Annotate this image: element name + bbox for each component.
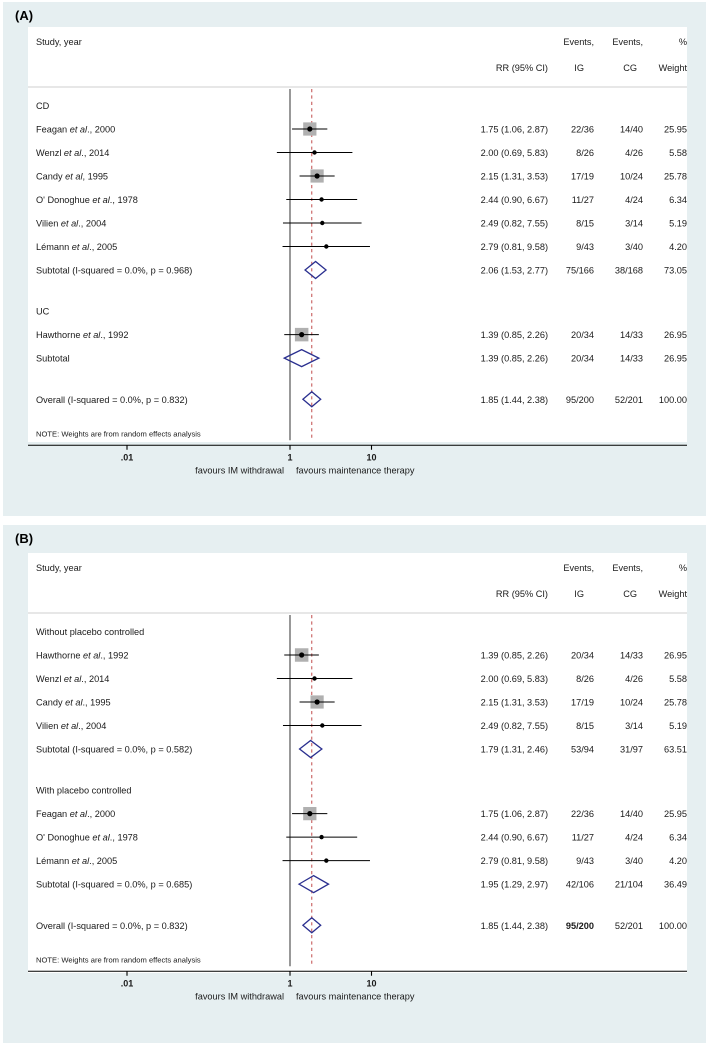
weight-value: 5.19 bbox=[669, 721, 687, 731]
rr-ci-value: 2.79 (0.81, 9.58) bbox=[480, 856, 548, 867]
events-ig-value: 8/15 bbox=[576, 721, 594, 731]
events-cg-value: 31/97 bbox=[620, 744, 643, 755]
axis-tick-label: 10 bbox=[366, 978, 377, 989]
overall-label: Overall (I-squared = 0.0%, p = 0.832) bbox=[36, 920, 188, 931]
weights-note: NOTE: Weights are from random effects analysis bbox=[36, 429, 201, 439]
header-study-col: Study, year bbox=[36, 37, 82, 47]
events-ig-value: 9/43 bbox=[576, 242, 594, 252]
weight-value: 36.49 bbox=[664, 879, 687, 890]
rr-ci-value: 2.15 (1.31, 3.53) bbox=[480, 697, 548, 708]
rr-ci-value: 2.00 (0.69, 5.83) bbox=[480, 148, 548, 158]
weight-value: 73.05 bbox=[664, 265, 687, 276]
point-estimate-marker bbox=[320, 221, 324, 225]
events-cg-value: 4/24 bbox=[625, 832, 643, 843]
point-estimate-marker bbox=[307, 126, 312, 131]
axis-tick-label: .01 bbox=[120, 452, 134, 463]
axis-tick-label: 1 bbox=[287, 978, 293, 989]
events-cg-value: 4/24 bbox=[625, 195, 643, 205]
rr-ci-value: 2.44 (0.90, 6.67) bbox=[480, 832, 548, 843]
subtotal-label: Subtotal bbox=[36, 353, 70, 364]
weight-value: 25.78 bbox=[664, 171, 687, 182]
events-ig-value: 11/27 bbox=[571, 832, 594, 843]
subtotal-diamond bbox=[305, 262, 326, 279]
panel-b bbox=[3, 525, 706, 1043]
header-ig: IG bbox=[574, 63, 584, 73]
weight-value: 26.95 bbox=[664, 650, 687, 661]
events-ig-value: 42/106 bbox=[565, 879, 594, 890]
events-ig-value: 75/166 bbox=[565, 265, 594, 276]
study-label: Candy et al, 1995 bbox=[36, 171, 109, 182]
point-estimate-marker bbox=[307, 811, 312, 816]
events-ig-value: 20/34 bbox=[571, 330, 594, 341]
rr-ci-value: 1.85 (1.44, 2.38) bbox=[480, 394, 548, 405]
rr-ci-value: 2.06 (1.53, 2.77) bbox=[480, 265, 548, 276]
weight-value: 26.95 bbox=[664, 353, 687, 364]
overall-label: Overall (I-squared = 0.0%, p = 0.832) bbox=[36, 394, 188, 405]
subtotal-label: Subtotal (I-squared = 0.0%, p = 0.685) bbox=[36, 879, 193, 890]
events-cg-value: 4/26 bbox=[625, 674, 643, 684]
events-cg-value: 3/40 bbox=[625, 856, 643, 867]
point-estimate-marker bbox=[324, 858, 328, 862]
events-cg-value: 3/14 bbox=[625, 218, 643, 229]
subtotal-label: Subtotal (I-squared = 0.0%, p = 0.582) bbox=[36, 744, 193, 755]
subgroup-label: UC bbox=[36, 306, 50, 317]
weight-value: 100.00 bbox=[658, 394, 687, 405]
weight-value: 4.20 bbox=[669, 856, 687, 867]
study-label: Candy et al., 1995 bbox=[36, 697, 111, 708]
point-estimate-marker bbox=[319, 835, 323, 839]
weight-value: 4.20 bbox=[669, 242, 687, 252]
weight-value: 26.95 bbox=[664, 330, 687, 341]
events-ig-value: 8/26 bbox=[576, 674, 594, 684]
axis-label-right: favours maintenance therapy bbox=[296, 465, 415, 476]
events-cg-value: 14/33 bbox=[620, 650, 643, 661]
point-estimate-marker bbox=[312, 150, 316, 154]
panel-a-tag: (A) bbox=[15, 8, 34, 23]
panel-b-plot-area bbox=[28, 553, 687, 1002]
study-label: Feagan et al., 2000 bbox=[36, 124, 116, 135]
rr-ci-value: 1.39 (0.85, 2.26) bbox=[480, 353, 548, 364]
subtotal-diamond bbox=[299, 876, 329, 893]
events-cg-value: 14/40 bbox=[620, 809, 643, 820]
study-label: Lémann et al., 2005 bbox=[36, 242, 118, 252]
weight-value: 5.19 bbox=[669, 218, 687, 229]
weight-value: 6.34 bbox=[669, 195, 687, 205]
header-events-cg-top: Events, bbox=[612, 563, 643, 573]
subtotal-label: Subtotal (I-squared = 0.0%, p = 0.968) bbox=[36, 265, 193, 276]
rr-ci-value: 1.39 (0.85, 2.26) bbox=[480, 330, 548, 341]
header-rr-ci: RR (95% CI) bbox=[495, 63, 548, 73]
weight-value: 25.78 bbox=[664, 697, 687, 708]
study-label: Lémann et al., 2005 bbox=[36, 856, 118, 867]
rr-ci-value: 1.39 (0.85, 2.26) bbox=[480, 650, 548, 661]
axis-tick-label: 1 bbox=[287, 452, 293, 463]
study-label: Vilien et al., 2004 bbox=[36, 218, 107, 229]
weight-value: 100.00 bbox=[658, 920, 687, 931]
weights-note: NOTE: Weights are from random effects analysis bbox=[36, 955, 201, 965]
events-cg-value: 14/33 bbox=[620, 353, 643, 364]
events-ig-value: 22/36 bbox=[571, 809, 594, 820]
header-cg: CG bbox=[623, 63, 637, 73]
subgroup-label: CD bbox=[36, 101, 50, 111]
events-cg-value: 3/40 bbox=[625, 242, 643, 252]
header-study-col: Study, year bbox=[36, 563, 82, 573]
events-cg-value: 14/33 bbox=[620, 330, 643, 341]
events-cg-value: 3/14 bbox=[625, 721, 643, 731]
subgroup-label: With placebo controlled bbox=[36, 785, 132, 796]
forest-plot-a bbox=[28, 27, 687, 476]
axis-label-left: favours IM withdrawal bbox=[195, 465, 284, 476]
events-ig-value: 8/15 bbox=[576, 218, 594, 229]
point-estimate-marker bbox=[299, 652, 304, 657]
events-ig-value: 95/200 bbox=[565, 394, 594, 405]
rr-ci-value: 2.79 (0.81, 9.58) bbox=[480, 242, 548, 252]
events-ig-value: 53/94 bbox=[571, 744, 594, 755]
rr-ci-value: 1.95 (1.29, 2.97) bbox=[480, 879, 548, 890]
header-ig: IG bbox=[574, 589, 584, 599]
weight-value: 63.51 bbox=[664, 744, 687, 755]
header-events-ig-top: Events, bbox=[563, 37, 594, 47]
header-percent-top: % bbox=[678, 563, 687, 573]
events-ig-value: 20/34 bbox=[571, 353, 594, 364]
events-cg-value: 52/201 bbox=[614, 394, 643, 405]
rr-ci-value: 2.49 (0.82, 7.55) bbox=[480, 721, 548, 731]
events-ig-value: 20/34 bbox=[571, 650, 594, 661]
events-cg-value: 52/201 bbox=[614, 920, 643, 931]
study-label: Hawthorne et al., 1992 bbox=[36, 330, 129, 341]
events-ig-value: 22/36 bbox=[571, 124, 594, 135]
header-cg: CG bbox=[623, 589, 637, 599]
point-estimate-marker bbox=[299, 332, 304, 337]
axis-tick-label: 10 bbox=[366, 452, 377, 463]
panel-a-plot-area bbox=[28, 27, 687, 476]
events-ig-value: 8/26 bbox=[576, 148, 594, 158]
events-cg-value: 38/168 bbox=[614, 265, 643, 276]
study-label: O' Donoghue et al., 1978 bbox=[36, 195, 138, 205]
study-label: O' Donoghue et al., 1978 bbox=[36, 832, 138, 843]
weight-value: 5.58 bbox=[669, 148, 687, 158]
rr-ci-value: 2.49 (0.82, 7.55) bbox=[480, 218, 548, 229]
events-cg-value: 10/24 bbox=[620, 171, 643, 182]
events-ig-value: 17/19 bbox=[571, 697, 594, 708]
forest-plot-b bbox=[28, 553, 687, 1002]
events-cg-value: 21/104 bbox=[614, 879, 643, 890]
events-cg-value: 14/40 bbox=[620, 124, 643, 135]
rr-ci-value: 2.00 (0.69, 5.83) bbox=[480, 674, 548, 684]
header-events-cg-top: Events, bbox=[612, 37, 643, 47]
point-estimate-marker bbox=[314, 173, 319, 178]
events-ig-value: 9/43 bbox=[576, 856, 594, 867]
rr-ci-value: 1.75 (1.06, 2.87) bbox=[480, 809, 548, 820]
study-label: Hawthorne et al., 1992 bbox=[36, 650, 129, 661]
header-rr-ci: RR (95% CI) bbox=[495, 589, 548, 599]
header-weight: Weight bbox=[658, 63, 687, 73]
events-ig-value: 95/200 bbox=[565, 920, 594, 931]
weight-value: 5.58 bbox=[669, 674, 687, 684]
header-events-ig-top: Events, bbox=[563, 563, 594, 573]
header-weight: Weight bbox=[658, 589, 687, 599]
rr-ci-value: 1.85 (1.44, 2.38) bbox=[480, 920, 548, 931]
events-cg-value: 4/26 bbox=[625, 148, 643, 158]
subtotal-diamond bbox=[300, 741, 322, 758]
study-label: Wenzl et al., 2014 bbox=[36, 674, 110, 684]
rr-ci-value: 1.79 (1.31, 2.46) bbox=[480, 744, 548, 755]
point-estimate-marker bbox=[314, 699, 319, 704]
study-label: Wenzl et al., 2014 bbox=[36, 148, 110, 158]
header-percent-top: % bbox=[678, 37, 687, 47]
events-ig-value: 17/19 bbox=[571, 171, 594, 182]
rr-ci-value: 2.15 (1.31, 3.53) bbox=[480, 171, 548, 182]
panel-a bbox=[3, 2, 706, 516]
study-label: Vilien et al., 2004 bbox=[36, 721, 107, 731]
study-label: Feagan et al., 2000 bbox=[36, 809, 116, 820]
point-estimate-marker bbox=[319, 197, 323, 201]
axis-label-right: favours maintenance therapy bbox=[296, 991, 415, 1002]
axis-label-left: favours IM withdrawal bbox=[195, 991, 284, 1002]
weight-value: 25.95 bbox=[664, 124, 687, 135]
point-estimate-marker bbox=[312, 676, 316, 680]
axis-tick-label: .01 bbox=[120, 978, 134, 989]
point-estimate-marker bbox=[324, 244, 328, 248]
weight-value: 6.34 bbox=[669, 832, 687, 843]
rr-ci-value: 2.44 (0.90, 6.67) bbox=[480, 195, 548, 205]
subgroup-label: Without placebo controlled bbox=[36, 627, 145, 637]
events-cg-value: 10/24 bbox=[620, 697, 643, 708]
events-ig-value: 11/27 bbox=[571, 195, 594, 205]
weight-value: 25.95 bbox=[664, 809, 687, 820]
point-estimate-marker bbox=[320, 723, 324, 727]
panel-b-tag: (B) bbox=[15, 531, 34, 546]
rr-ci-value: 1.75 (1.06, 2.87) bbox=[480, 124, 548, 135]
